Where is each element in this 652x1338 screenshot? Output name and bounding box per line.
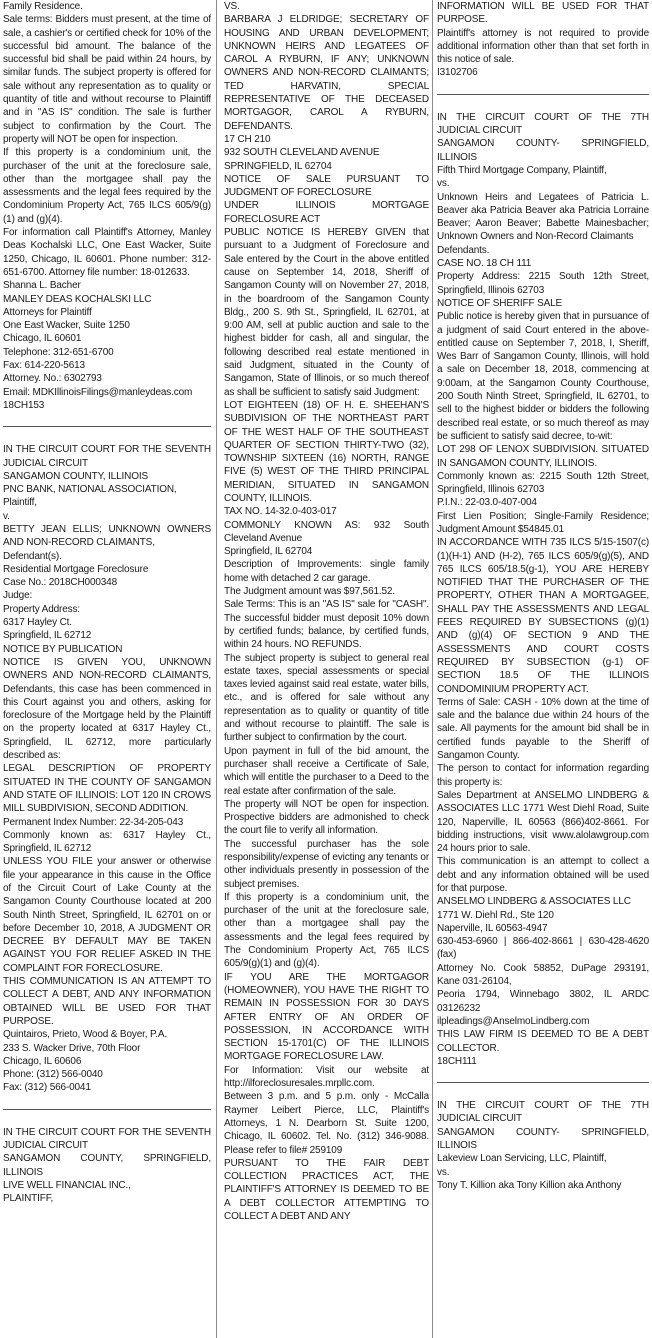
notice-line: NOTICE OF SHERIFF SALE xyxy=(437,297,563,309)
notice-line: Chicago, IL 60606 xyxy=(3,1055,82,1067)
notice-line: Telephone: 312-651-6700 xyxy=(3,346,114,358)
notice-line: Residential Mortgage Foreclosure xyxy=(3,563,149,575)
legal-notice xyxy=(437,111,649,1068)
notice-line: Property Address: xyxy=(3,603,80,615)
notice-line: BARBARA J ELDRIDGE; SECRETARY OF HOUSING AND URBAN DEVELOPMENT; UNKNOWN HEIRS AND LEGATEES OF CAROL A RYBURN, IF ANY; UNKNOWN OWNERS AND NON-RECORD CLAIMANTS; TED HARVATIN, SPECIAL REPRESENTATIVE OF THE DECEASED MORTGAGOR, CAROL A RYBURN, DEFENDANTS. xyxy=(224,14,429,132)
notice-line: Springfield, IL 62712 xyxy=(3,630,92,642)
notice-line: ilpleadings@AnselmoLindberg.com xyxy=(437,1015,590,1027)
notice-line: Defendant(s). xyxy=(3,550,62,562)
notice-line: I3102706 xyxy=(437,67,478,79)
notice-line: Fifth Third Mortgage Company, Plaintiff, xyxy=(437,164,607,176)
notice-line: LOT 298 OF LENOX SUBDIVISION. SITUATED IN SANGAMON COUNTY, ILLINOIS. xyxy=(437,444,649,469)
notice-line: Plaintiff, xyxy=(3,497,37,509)
notice-line: Judge: xyxy=(3,590,33,602)
notice-line: If this property is a condominium unit, the purchaser of the unit at the foreclosure sale, other than a mortgagee shall pay the assessments and the legal fees required by The Condominium Property Act, 765 ILCS 605/9(g)(1) and (g)(4). xyxy=(224,891,429,970)
legal-notice xyxy=(3,1126,211,1206)
notice-line: PURSUANT TO THE FAIR DEBT COLLECTION PRACTICES ACT, THE PLAINTIFF'S ATTORNEY IS DEEMED TO BE A DEBT COLLECTOR ATTEMPTING TO COLLECT A DEBT AND ANY xyxy=(224,1157,429,1223)
notice-line: Case No.: 2018CH000348 xyxy=(3,577,117,589)
notice-line: IN THE CIRCUIT COURT OF THE 7TH JUDICIAL CIRCUIT xyxy=(437,111,649,137)
notice-line: Tony T. Killion aka Tony Killion aka Anthony xyxy=(437,1179,622,1191)
notice-line: Chicago, IL 60601 xyxy=(3,333,82,345)
notice-line: One East Wacker, Suite 1250 xyxy=(3,320,130,332)
notice-separator xyxy=(3,1109,211,1110)
notice-line: v. xyxy=(3,510,10,522)
notice-line: VS. xyxy=(224,1,240,12)
notice-line: IN THE CIRCUIT COURT OF THE 7TH JUDICIAL CIRCUIT xyxy=(437,1100,649,1125)
legal-notice xyxy=(437,1099,649,1192)
notice-line: 630-453-6960 | 866-402-8661 | 630-428-4620 (fax) xyxy=(437,936,649,961)
notice-line: Commonly known as: 6317 Hayley Ct., Springfield, IL 62712 xyxy=(3,829,211,855)
notice-line: 233 S. Wacker Drive, 70th Floor xyxy=(3,1042,141,1054)
notice-line: SANGAMON COUNTY- SPRINGFIELD, ILLINOIS xyxy=(437,138,649,163)
notice-line: IF YOU ARE THE MORTGAGOR (HOMEOWNER), YOU HAVE THE RIGHT TO REMAIN IN POSSESSION FOR 30 DAYS AFTER ENTRY OF AN ORDER OF POSSESSION, IN ACCORDANCE WITH SECTION 15-1701(C) OF THE ILLINOIS MORTGAGE FORECLOSURE LAW. xyxy=(224,971,429,1063)
notice-line: NOTICE OF SALE PURSUANT TO JUDGMENT OF FORECLOSURE xyxy=(224,173,429,199)
notice-line: COMMONLY KNOWN AS: 932 South Cleveland Avenue xyxy=(224,519,429,544)
notice-line: P.I.N.: 22-03.0-407-004 xyxy=(437,497,537,509)
notice-line: Peoria 1794, Winnebago 3802, IL ARDC 03126232 xyxy=(437,989,649,1014)
notice-line: The Judgment amount was $97,561.52. xyxy=(224,586,395,598)
notice-line: This communication is an attempt to collect a debt and any information obtained will be used for that purpose. xyxy=(437,856,649,894)
notice-line: SANGAMON COUNTY, ILLINOIS xyxy=(3,470,148,482)
notice-line: Permanent Index Number: 22-34-205-043 xyxy=(3,816,184,828)
notice-line: Sale terms: Bidders must present, at the time of sale, a cashier's or certified check for 10% of the successful bid amount. The balance of the successful bid shall be paid within 24 hours, by similar funds. The subject property is offered for sale without any representation as to quality or quantity of title and without recourse to Plaintiff and in "AS IS" condition. The sale is further subject to confirmation by the Court. The property will NOT be open for inspection. xyxy=(3,14,211,145)
notice-line: SPRINGFIELD, IL 62704 xyxy=(224,160,332,172)
notice-line: Naperville, IL 60563-4947 xyxy=(437,922,548,934)
notice-line: SANGAMON COUNTY, SPRINGFIELD, ILLINOIS xyxy=(3,1153,211,1178)
notice-line: THIS COMMUNICATION IS AN ATTEMPT TO COLLECT A DEBT, AND ANY INFORMATION OBTAINED WILL BE USED FOR THAT PURPOSE. xyxy=(3,976,211,1027)
notice-line: UNDER ILLINOIS MORTGAGE FORECLOSURE ACT xyxy=(224,200,429,225)
notice-line: Family Residence. xyxy=(3,1,83,12)
notice-line: PNC BANK, NATIONAL ASSOCIATION, xyxy=(3,484,177,496)
notice-line: PLAINTIFF, xyxy=(3,1193,54,1205)
legal-notice xyxy=(437,0,649,80)
notice-line: 1771 W. Diehl Rd., Ste 120 xyxy=(437,909,554,921)
notice-line: NOTICE BY PUBLICATION xyxy=(3,643,123,655)
notice-line: First Lien Position; Single-Family Residence; Judgment Amount $54845.01 xyxy=(437,510,649,535)
notice-line: Shanna L. Bacher xyxy=(3,280,81,292)
notice-line: Property Address: 2215 South 12th Street, Springfield, Illinois 62703 xyxy=(437,271,649,296)
notice-line: LEGAL DESCRIPTION OF PROPERTY SITUATED IN THE COUNTY OF SANGAMON AND STATE OF ILLINOIS: LOT 120 IN CROWS MILL SUBDIVISION, SECOND ADDITION. xyxy=(3,763,211,815)
notice-line: Between 3 p.m. and 5 p.m. only - McCalla Raymer Leibert Pierce, LLC, Plaintiff's Attorneys, 1 N. Dearborn St. Suite 1200, Chicago, IL 60602. Tel. No. (312) 346-9088. Please refer to file# 259109 xyxy=(224,1091,429,1156)
notice-line: TAX NO. 14-32.0-403-017 xyxy=(224,506,337,518)
notice-line: The property will NOT be open for inspection. Prospective bidders are admonished to check the court file to verify all information. xyxy=(224,798,429,837)
notice-line: Description of Improvements: single family home with detached 2 car garage. xyxy=(224,559,429,584)
notice-line: INFORMATION WILL BE USED FOR THAT PURPOSE. xyxy=(437,1,649,26)
notice-line: LOT EIGHTEEN (18) OF H. E. SHEEHAN'S SUBDIVISION OF THE NORTHEAST PART OF THE WEST HALF OF THE SOUTHEAST QUARTER OF SECTION THIRTY-TWO (32), TOWNSHIP SIXTEEN (16) NORTH, RANGE FIVE (5) WEST OF THE THIRD PRINCIPAL MERIDIAN, SITUATED IN SANGAMON COUNTY, ILLINOIS. xyxy=(224,399,429,504)
notice-line: Fax: 614-220-5613 xyxy=(3,360,85,372)
notice-line: Upon payment in full of the bid amount, the purchaser shall receive a Certificate of Sale, which will entitle the purchaser to a Deed to the real estate after confirmation of the sale. xyxy=(224,745,429,797)
column-divider-1 xyxy=(216,0,217,1338)
notice-line: MANLEY DEAS KOCHALSKI LLC xyxy=(3,293,152,305)
notice-line: 18CH111 xyxy=(437,1055,477,1067)
notice-line: CASE NO. 18 CH 111 xyxy=(437,258,532,270)
notice-line: The subject property is subject to general real estate taxes, special assessments or special taxes levied against said real estate, water bills, etc., and is offered for sale without any representation as to quality or quantity of title and without recourse to plaintiff. The sale is further subject to confirmation by the court. xyxy=(224,652,429,744)
notice-line: ANSELMO LINDBERG & ASSOCIATES LLC xyxy=(437,896,631,908)
notice-line: vs. xyxy=(437,178,450,190)
notice-separator xyxy=(437,94,649,95)
notice-separator xyxy=(3,426,211,427)
notice-line: Springfield, IL 62704 xyxy=(224,546,313,558)
notice-separator xyxy=(437,1082,649,1083)
notice-line: Phone: (312) 566-0040 xyxy=(3,1069,103,1081)
notice-line: Sales Department at ANSELMO LINDBERG & ASSOCIATES LLC 1771 West Diehl Road, Suite 120, Naperville, IL 60563 (866)402-8661. For bidding instructions, visit www.alolawgroup.com 24 hours prior to sale. xyxy=(437,789,649,855)
notice-line: Plaintiff's attorney is not required to provide additional information other than that set forth in this notice of sale. xyxy=(437,27,649,66)
notice-line: UNLESS YOU FILE your answer or otherwise file your appearance in this cause in the Office of the Circuit Court of Lake County at the Sangamon County Courthouse located at 200 South Ninth Street, Springfield, IL 62701 on or before December 10, 2018, A JUDGMENT OR DECREE BY DEFAULT MAY BE TAKEN AGAINST YOU FOR RELIEF ASKED IN THE COMPLAINT FOR FORECLOSURE. xyxy=(3,856,211,974)
notice-line: If this property is a condominium unit, the purchaser of the unit at the foreclosure sale, other than the mortgagee shall pay the assessments and the legal fees required by the Condominium Property Act, 765 ILCS 605/9(g)(1) and (g)(4). xyxy=(3,147,211,225)
notice-line: IN ACCORDANCE WITH 735 ILCS 5/15-1507(c)(1)(H-1) AND (H-2), 765 ILCS 605/9(g)(5), AND 765 ILCS 605/18.5(g-1), YOU ARE HEREBY NOTIFIED THAT THE PURCHASER OF THE PROPERTY, OTHER THAN A MORTGAGEE, SHALL PAY THE ASSESSMENTS AND LEGAL FEES REQUIRED BY SUBSECTIONS (g)(1) AND (g)(4) OF SECTION 9 AND THE ASSESSMENTS AND COURT COSTS REQUIRED BY SUBSECTION (g-1) OF SECTION 18.5 OF THE ILLINOIS CONDOMINIUM PROPERTY ACT. xyxy=(437,537,649,695)
notice-line: For information call Plaintiff's Attorney, Manley Deas Kochalski LLC, One East Wacker, Suite 1250, Chicago, IL 60601. Phone number: 312-651-6700. Attorney file number: 18-012633. xyxy=(3,227,211,278)
legal-notice xyxy=(224,0,429,1223)
notice-line: PUBLIC NOTICE IS HEREBY GIVEN that pursuant to a Judgment of Foreclosure and Sale entered by the Court in the above entitled cause on September 14, 2018, Sheriff of Sangamon County will on November 27, 2018, in the boardroom of the Sangamon County Bldg., 200 S. 9th St., Springfield, IL 62701, at 9:00 AM, sell at public auction and sale to the highest bidder for cash, all and singular, the following described real estate mentioned in said Judgment, situated in the County of Sangamon, State of Illinois, or so much thereof as shall be sufficient to satisfy said Judgment: xyxy=(224,227,429,398)
notice-line: Unknown Heirs and Legatees of Patricia L. Beaver aka Patricia Beaver aka Patricia Lorraine Beaver; Aaron Beaver; Babette Mainesbacher; Unknown Owners and Non-Record Claimants xyxy=(437,191,649,243)
notice-line: The successful purchaser has the sole responsibility/expense of evicting any tenants or other individuals presently in possession of the subject premises. xyxy=(224,838,429,890)
notice-line: Email: MDKIllinoisFilings@manleydeas.com xyxy=(3,386,193,398)
notice-line: Public notice is hereby given that in pursuance of a judgment of said Court entered in the above-entitled cause on September 7, 2018, I, Sheriff, Wes Barr of Sangamon County, Illinois, will hold a sale on December 18, 2018, commencing at 9:00am, at the Sangamon County Courthouse, 200 South Ninth Street, Springfield, IL 62701, to sell to the highest bidder or bidders the following described real estate, or so much thereof as may be sufficient to satisfy said decree, to-wit: xyxy=(437,311,649,442)
column-1 xyxy=(3,0,211,1338)
legal-notice xyxy=(3,443,211,1095)
notice-line: NOTICE IS GIVEN YOU, UNKNOWN OWNERS AND NON-RECORD CLAIMANTS, Defendants, this case has been commenced in this Court against you and others, asking for foreclosure of the Mortgage held by the Plaintiff on the property located at 6317 Hayley Ct., Springfield, IL 62712, more particularly described as: xyxy=(3,656,211,762)
notice-line: 932 SOUTH CLEVELAND AVENUE xyxy=(224,147,380,159)
notice-line: Attorney No. Cook 58852, DuPage 293191, Kane 031-26104, xyxy=(437,962,649,988)
column-2 xyxy=(224,0,429,1338)
notice-line: Quintairos, Prieto, Wood & Boyer, P.A. xyxy=(3,1029,168,1041)
notice-line: 17 CH 210 xyxy=(224,133,271,145)
notice-line: LIVE WELL FINANCIAL INC., xyxy=(3,1179,131,1191)
notice-line: IN THE CIRCUIT COURT FOR THE SEVENTH JUDICIAL CIRCUIT xyxy=(3,444,211,469)
notice-line: IN THE CIRCUIT COURT FOR THE SEVENTH JUDICIAL CIRCUIT xyxy=(3,1126,211,1152)
notice-line: Attorney. No.: 6302793 xyxy=(3,373,102,385)
notice-line: Attorneys for Plaintiff xyxy=(3,306,92,318)
notice-line: For Information: Visit our website at http://ilforeclosuresales.mrpllc.com. xyxy=(224,1064,429,1090)
notice-line: SANGAMON COUNTY- SPRINGFIELD, ILLINOIS xyxy=(437,1126,649,1152)
notice-line: Commonly known as: 2215 South 12th Street, Springfield, Illinois 62703 xyxy=(437,470,649,496)
notice-line: 18CH153 xyxy=(3,399,45,411)
notice-line: Lakeview Loan Servicing, LLC, Plaintiff, xyxy=(437,1153,607,1165)
notice-line: 6317 Hayley Ct. xyxy=(3,617,72,629)
legal-notice xyxy=(3,0,211,412)
column-divider-2 xyxy=(432,0,433,1338)
notice-line: Defendants. xyxy=(437,244,490,256)
notice-line: Fax: (312) 566-0041 xyxy=(3,1082,91,1094)
notice-line: Sale Terms: This is an "AS IS" sale for "CASH". The successful bidder must deposit 10% down by certified funds; balance, by certified funds, within 24 hours. NO REFUNDS. xyxy=(224,599,429,651)
notice-line: The person to contact for information regarding this property is: xyxy=(437,763,649,788)
notice-line: THIS LAW FIRM IS DEEMED TO BE A DEBT COLLECTOR. xyxy=(437,1029,649,1054)
notice-line: BETTY JEAN ELLIS; UNKNOWN OWNERS AND NON-RECORD CLAIMANTS, xyxy=(3,523,211,549)
column-3 xyxy=(437,0,649,1338)
notice-line: vs. xyxy=(437,1166,450,1178)
notice-line: Terms of Sale: CASH - 10% down at the time of sale and the balance due within 24 hours of the sale. All payments for the amount bid shall be in certified funds payable to the Sheriff of Sangamon County. xyxy=(437,696,649,762)
